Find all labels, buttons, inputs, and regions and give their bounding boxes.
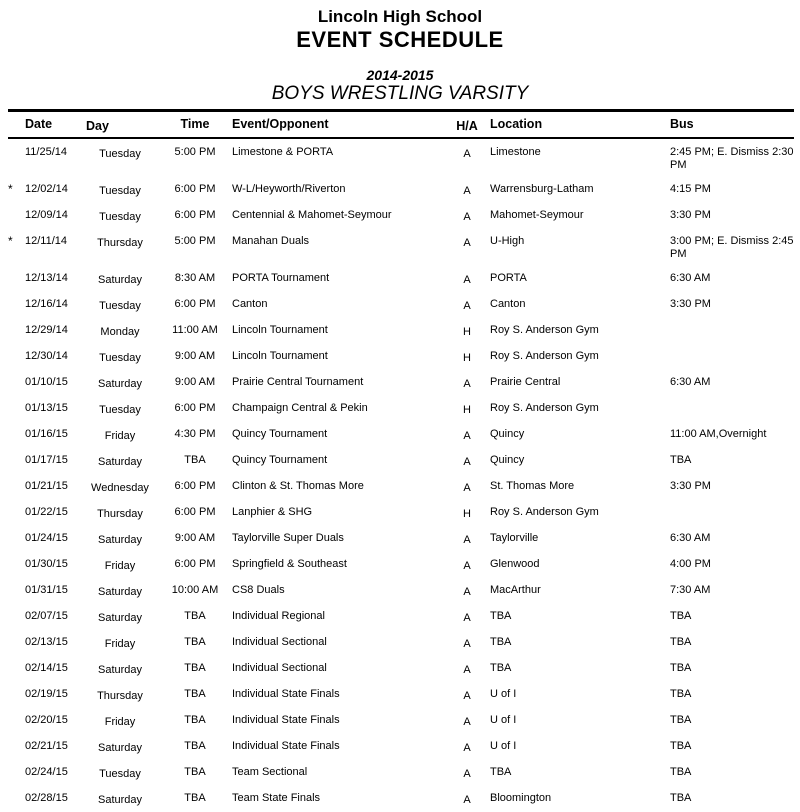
location-cell: TBA	[490, 662, 512, 674]
time-cell: TBA	[184, 740, 206, 752]
schedule-row	[0, 203, 800, 229]
time-cell: 6:00 PM	[174, 402, 216, 414]
schedule-row	[0, 474, 800, 500]
bus-cell: TBA	[670, 792, 692, 804]
asterisk-marker: *	[8, 234, 13, 248]
event-opponent-cell: Clinton & St. Thomas More	[232, 480, 364, 492]
schedule-row	[0, 177, 800, 203]
home-away-cell: A	[463, 300, 471, 312]
day-cell: Saturday	[97, 742, 143, 754]
col-header-bus: Bus	[670, 117, 694, 131]
home-away-cell: A	[463, 768, 471, 780]
date-cell: 01/10/15	[25, 376, 68, 388]
event-opponent-cell: Lincoln Tournament	[232, 324, 328, 336]
time-cell: 11:00 AM	[172, 324, 218, 336]
schedule-row	[0, 370, 800, 396]
date-cell: 01/16/15	[25, 428, 68, 440]
location-cell: Quincy	[490, 454, 525, 466]
event-opponent-cell: Manahan Duals	[232, 235, 310, 247]
schedule-row	[0, 604, 800, 630]
schedule-row	[0, 140, 800, 177]
schedule-rows	[0, 139, 800, 812]
date-cell: 12/29/14	[25, 324, 68, 336]
event-opponent-cell: Lincoln Tournament	[232, 350, 328, 362]
time-cell: TBA	[184, 792, 206, 804]
date-cell: 01/31/15	[25, 584, 68, 596]
schedule-row	[0, 786, 800, 812]
bus-cell: TBA	[670, 714, 692, 726]
bus-cell: 3:30 PM	[670, 480, 711, 492]
date-cell: 02/14/15	[25, 662, 68, 674]
schedule-row	[0, 630, 800, 656]
bus-cell: TBA	[670, 766, 692, 778]
home-away-cell: A	[463, 794, 471, 806]
event-opponent-cell: Lanphier & SHG	[232, 506, 313, 518]
date-cell: 01/30/15	[25, 558, 68, 570]
location-cell: Prairie Central	[490, 376, 561, 388]
home-away-cell: A	[463, 534, 471, 546]
event-opponent-cell: Taylorville Super Duals	[232, 532, 344, 544]
page-title: EVENT SCHEDULE	[296, 27, 504, 52]
home-away-cell: H	[463, 508, 471, 520]
event-opponent-cell: Centennial & Mahomet-Seymour	[232, 209, 392, 221]
bus-cell: 6:30 AM	[670, 532, 711, 544]
location-cell: MacArthur	[490, 584, 541, 596]
home-away-cell: A	[463, 378, 471, 390]
schedule-row	[0, 578, 800, 604]
school-name: Lincoln High School	[317, 7, 483, 26]
time-cell: 5:00 PM	[174, 235, 216, 247]
time-cell: 6:00 PM	[174, 558, 216, 570]
bus-cell: TBA	[670, 636, 692, 648]
day-cell: Thursday	[97, 237, 143, 249]
day-cell: Saturday	[97, 274, 143, 286]
date-cell: 01/13/15	[25, 402, 68, 414]
bus-cell: 3:00 PM; E. Dismiss 2:45 PM	[670, 235, 794, 260]
schedule-row	[0, 422, 800, 448]
time-cell: 6:00 PM	[174, 183, 216, 195]
season-label: 2014-2015	[366, 67, 434, 83]
schedule-row	[0, 526, 800, 552]
day-cell: Saturday	[97, 794, 143, 806]
location-cell: Taylorville	[490, 532, 539, 544]
time-cell: TBA	[184, 766, 206, 778]
day-cell: Thursday	[97, 508, 143, 520]
day-cell: Wednesday	[91, 482, 149, 494]
location-cell: Canton	[490, 298, 526, 310]
day-cell: Saturday	[97, 586, 143, 598]
bus-cell: TBA	[670, 454, 692, 466]
home-away-cell: A	[463, 664, 471, 676]
col-header-day: Day	[86, 119, 109, 133]
event-opponent-cell: Team State Finals	[232, 792, 321, 804]
location-cell: Roy S. Anderson Gym	[490, 402, 599, 414]
day-cell: Friday	[104, 716, 136, 728]
location-cell: Limestone	[490, 146, 541, 158]
bus-cell: 6:30 AM	[670, 272, 711, 284]
date-cell: 01/24/15	[25, 532, 68, 544]
col-header-location: Location	[490, 117, 543, 131]
date-cell: 11/25/14	[25, 146, 68, 158]
home-away-cell: A	[463, 482, 471, 494]
time-cell: 9:00 AM	[174, 350, 216, 362]
time-cell: TBA	[184, 714, 206, 726]
schedule-row	[0, 734, 800, 760]
bus-cell: 3:30 PM	[670, 298, 711, 310]
event-opponent-cell: Individual State Finals	[232, 714, 340, 726]
bus-cell: 6:30 AM	[670, 376, 711, 388]
home-away-cell: A	[463, 560, 471, 572]
day-cell: Friday	[104, 638, 136, 650]
bus-cell: TBA	[670, 610, 692, 622]
location-cell: Mahomet-Seymour	[490, 209, 584, 221]
location-cell: U of I	[490, 740, 517, 752]
schedule-row	[0, 344, 800, 370]
home-away-cell: A	[463, 612, 471, 624]
table-header-row	[0, 112, 800, 137]
home-away-cell: A	[463, 430, 471, 442]
day-cell: Monday	[100, 326, 140, 338]
time-cell: 9:00 AM	[174, 532, 216, 544]
home-away-cell: A	[463, 456, 471, 468]
time-cell: TBA	[184, 454, 206, 466]
event-opponent-cell: Individual Regional	[232, 610, 325, 622]
date-cell: 12/13/14	[25, 272, 68, 284]
location-cell: Warrensburg-Latham	[490, 183, 594, 195]
title-block	[0, 0, 800, 104]
time-cell: 8:30 AM	[174, 272, 216, 284]
home-away-cell: H	[463, 352, 471, 364]
time-cell: 6:00 PM	[174, 209, 216, 221]
day-cell: Thursday	[97, 690, 143, 702]
event-opponent-cell: Individual Sectional	[232, 636, 327, 648]
date-cell: 01/17/15	[25, 454, 68, 466]
time-cell: 6:00 PM	[174, 298, 216, 310]
location-cell: U of I	[490, 714, 517, 726]
time-cell: TBA	[184, 636, 206, 648]
event-opponent-cell: Team Sectional	[232, 766, 308, 778]
date-cell: 02/20/15	[25, 714, 68, 726]
date-cell: 02/24/15	[25, 766, 68, 778]
asterisk-marker: *	[8, 182, 13, 196]
bus-cell: TBA	[670, 662, 692, 674]
time-cell: 4:30 PM	[174, 428, 216, 440]
bus-cell: 7:30 AM	[670, 584, 711, 596]
bus-cell: 4:15 PM	[670, 183, 711, 195]
col-header-home-away: H/A	[456, 119, 478, 133]
day-cell: Saturday	[97, 378, 143, 390]
bus-cell: 3:30 PM	[670, 209, 711, 221]
event-opponent-cell: Quincy Tournament	[232, 454, 328, 466]
date-cell: 12/09/14	[25, 209, 68, 221]
schedule-row	[0, 708, 800, 734]
date-cell: 02/07/15	[25, 610, 68, 622]
event-opponent-cell: Springfield & Southeast	[232, 558, 347, 570]
day-cell: Saturday	[97, 534, 143, 546]
day-cell: Tuesday	[99, 148, 141, 160]
date-cell: 02/28/15	[25, 792, 68, 804]
day-cell: Tuesday	[99, 300, 141, 312]
home-away-cell: A	[463, 716, 471, 728]
bus-cell: TBA	[670, 688, 692, 700]
time-cell: 5:00 PM	[174, 146, 216, 158]
event-opponent-cell: PORTA Tournament	[232, 272, 330, 284]
bus-cell: 4:00 PM	[670, 558, 711, 570]
schedule-row	[0, 266, 800, 292]
home-away-cell: H	[463, 326, 471, 338]
event-opponent-cell: Individual State Finals	[232, 740, 340, 752]
time-cell: TBA	[184, 688, 206, 700]
col-header-time: Time	[180, 117, 210, 131]
day-cell: Saturday	[97, 664, 143, 676]
home-away-cell: A	[463, 690, 471, 702]
location-cell: TBA	[490, 766, 512, 778]
bus-cell: TBA	[670, 740, 692, 752]
date-cell: 02/19/15	[25, 688, 68, 700]
day-cell: Saturday	[97, 612, 143, 624]
event-opponent-cell: W-L/Heyworth/Riverton	[232, 183, 346, 195]
time-cell: 6:00 PM	[174, 480, 216, 492]
schedule-row	[0, 656, 800, 682]
home-away-cell: A	[463, 148, 471, 160]
time-cell: 6:00 PM	[174, 506, 216, 518]
day-cell: Tuesday	[99, 185, 141, 197]
location-cell: Roy S. Anderson Gym	[490, 324, 599, 336]
schedule-row	[0, 318, 800, 344]
date-cell: 01/21/15	[25, 480, 68, 492]
location-cell: Glenwood	[490, 558, 540, 570]
date-cell: 02/21/15	[25, 740, 68, 752]
home-away-cell: A	[463, 274, 471, 286]
team-name: BOYS WRESTLING VARSITY	[271, 83, 529, 104]
day-cell: Tuesday	[99, 211, 141, 223]
schedule-row	[0, 760, 800, 786]
bus-cell: 11:00 AM,Overnight	[670, 428, 767, 440]
day-cell: Tuesday	[99, 352, 141, 364]
home-away-cell: A	[463, 638, 471, 650]
time-cell: TBA	[184, 662, 206, 674]
event-opponent-cell: Canton	[232, 298, 268, 310]
location-cell: TBA	[490, 636, 512, 648]
event-opponent-cell: Quincy Tournament	[232, 428, 328, 440]
date-cell: 12/30/14	[25, 350, 68, 362]
day-cell: Friday	[104, 560, 136, 572]
event-opponent-cell: Limestone & PORTA	[232, 146, 334, 158]
event-opponent-cell: CS8 Duals	[232, 584, 285, 596]
date-cell: 02/13/15	[25, 636, 68, 648]
date-cell: 12/16/14	[25, 298, 68, 310]
schedule-row	[0, 229, 800, 266]
time-cell: TBA	[184, 610, 206, 622]
schedule-row	[0, 682, 800, 708]
location-cell: Roy S. Anderson Gym	[490, 506, 599, 518]
location-cell: St. Thomas More	[490, 480, 575, 492]
day-cell: Friday	[104, 430, 136, 442]
day-cell: Tuesday	[99, 404, 141, 416]
day-cell: Saturday	[97, 456, 143, 468]
event-opponent-cell: Individual State Finals	[232, 688, 340, 700]
time-cell: 9:00 AM	[174, 376, 216, 388]
location-cell: TBA	[490, 610, 512, 622]
location-cell: U of I	[490, 688, 517, 700]
location-cell: U-High	[490, 235, 525, 247]
schedule-row	[0, 448, 800, 474]
location-cell: Bloomington	[490, 792, 552, 804]
date-cell: 01/22/15	[25, 506, 68, 518]
schedule-row	[0, 500, 800, 526]
home-away-cell: H	[463, 404, 471, 416]
col-header-date: Date	[25, 117, 53, 131]
schedule-row	[0, 396, 800, 422]
event-opponent-cell: Prairie Central Tournament	[232, 376, 364, 388]
date-cell: 12/02/14	[25, 183, 68, 195]
col-header-event-opponent: Event/Opponent	[232, 117, 329, 131]
schedule-row	[0, 292, 800, 318]
date-cell: 12/11/14	[25, 235, 68, 247]
time-cell: 10:00 AM	[171, 584, 219, 596]
location-cell: Quincy	[490, 428, 525, 440]
event-opponent-cell: Champaign Central & Pekin	[232, 402, 368, 414]
location-cell: Roy S. Anderson Gym	[490, 350, 599, 362]
event-opponent-cell: Individual Sectional	[232, 662, 327, 674]
home-away-cell: A	[463, 211, 471, 223]
home-away-cell: A	[463, 185, 471, 197]
home-away-cell: A	[463, 586, 471, 598]
location-cell: PORTA	[490, 272, 527, 284]
home-away-cell: A	[463, 237, 471, 249]
home-away-cell: A	[463, 742, 471, 754]
day-cell: Tuesday	[99, 768, 141, 780]
bus-cell: 2:45 PM; E. Dismiss 2:30 PM	[670, 146, 794, 171]
schedule-row	[0, 552, 800, 578]
